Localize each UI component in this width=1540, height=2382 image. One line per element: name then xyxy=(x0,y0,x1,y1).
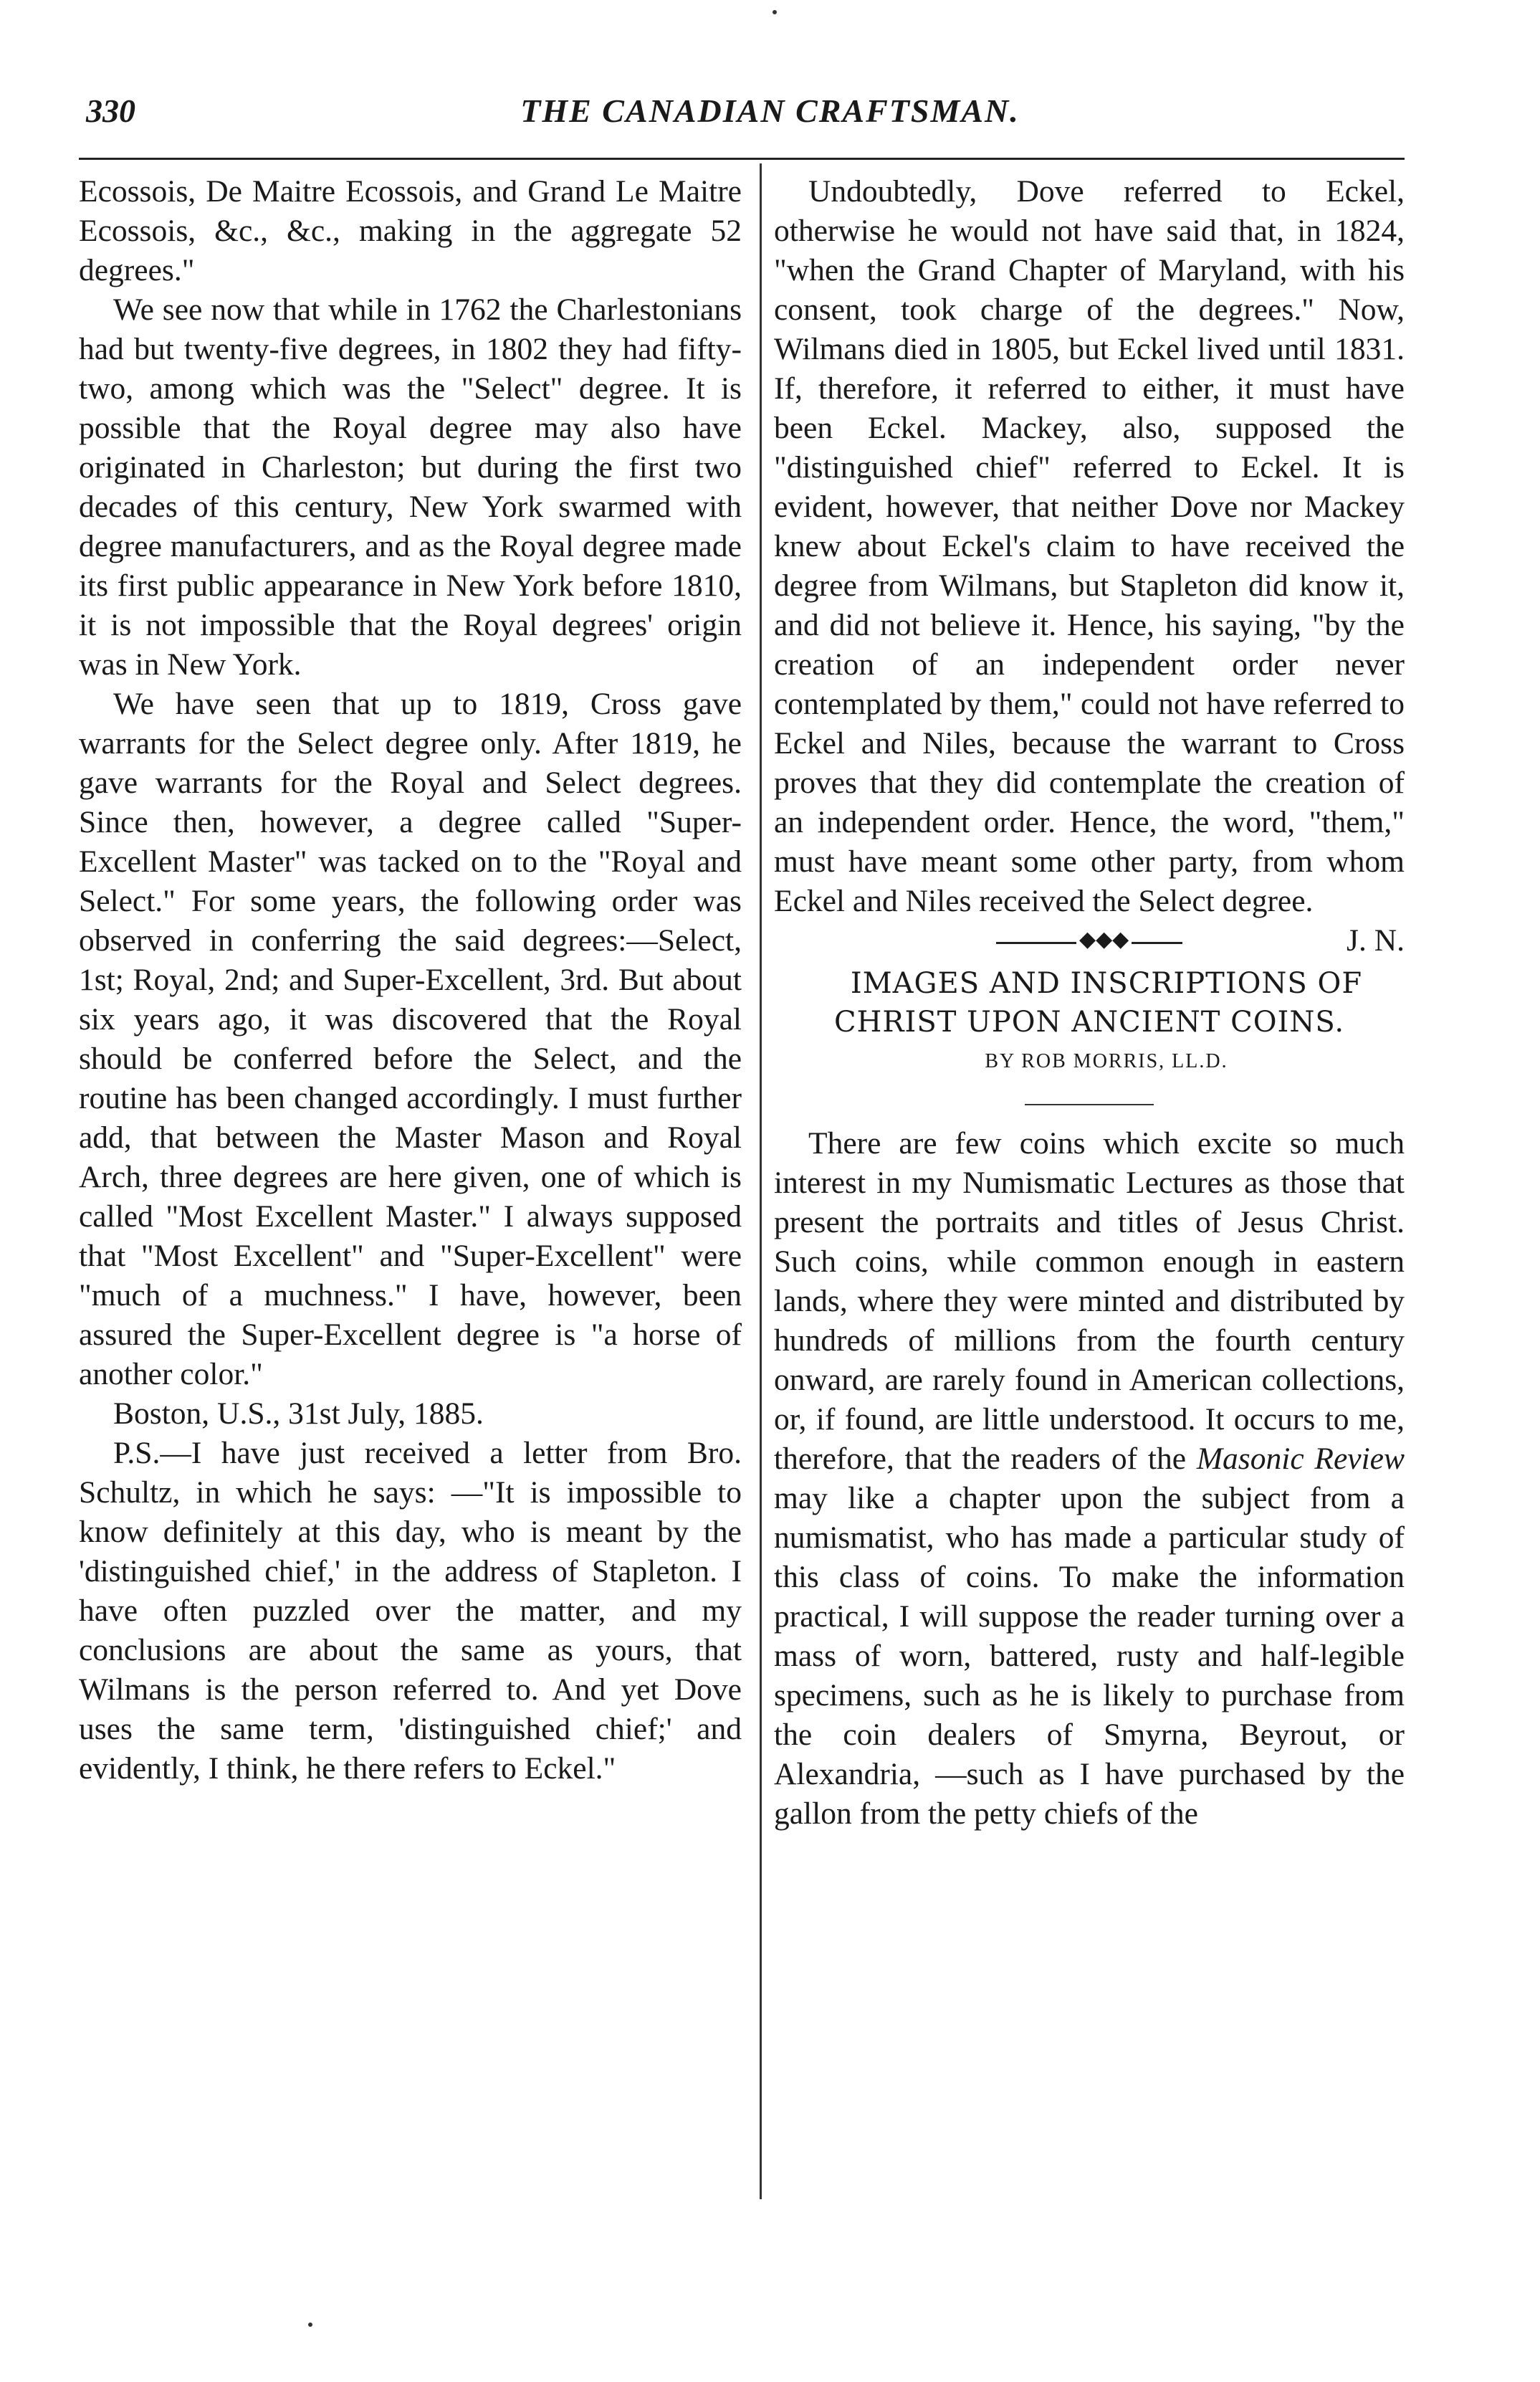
article-title-line: CHRIST UPON ANCIENT COINS. xyxy=(833,1006,1345,1039)
article-title xyxy=(774,964,1405,1042)
right-column xyxy=(774,172,1405,1834)
paragraph xyxy=(774,1124,1405,1834)
dateline: Boston, U.S., 31st July, 1885. xyxy=(113,1396,484,1431)
article-title-line: IMAGES AND INSCRIPTIONS OF xyxy=(850,967,1363,1000)
postscript: P.S.—I have just received a letter from Bro. Schultz, in which he says: —"It is impossible to know definitely at this day, who is meant by the 'distinguished chief,' in the address of Stapleton. I have often puzzled over the matter, and my conclusions are about the same as yours, that Wilmans is the person referred to. And yet Dove uses the same term, 'distinguished chief;' and evidently, I think, he there refers to Eckel." xyxy=(79,1436,742,1786)
byline: BY ROB MORRIS, LL.D. xyxy=(985,1050,1228,1072)
header-rule xyxy=(79,158,1405,160)
paragraph-text: may like a chapter upon the subject from a numismatist, who has made a particular study of this class of coins. To make the information practical, I will suppose the reader turning over a mass of worn, battered, rusty and half-legible specimens, such as he is likely to purchase from the coin dealers of Smyrna, Beyrout, or Alexandria, —such as I have purchased by the gallon from the petty chiefs of the xyxy=(774,1481,1405,1831)
section-separator xyxy=(996,928,1182,951)
paragraph: Ecossois, De Maitre Ecossois, and Grand Le Maitre Ecossois, &c., &c., making in the aggregate 52 degrees." xyxy=(79,174,742,287)
print-speck xyxy=(773,10,777,14)
ornament-icon: ◆◆◆ xyxy=(1076,925,1132,954)
column-divider xyxy=(760,163,762,2199)
paragraph xyxy=(774,172,1405,958)
running-title: THE CANADIAN CRAFTSMAN. xyxy=(520,92,1020,129)
print-speck xyxy=(308,2323,312,2327)
paragraph: We have seen that up to 1819, Cross gave warrants for the Select degree only. After 1819, he gave warrants for the Royal and Select degrees. Since then, however, a degree called "Super-Excellent Master" was tacked on to the "Royal and Select." For some years, the following order was observed in conferring the said degrees:—Select, 1st; Royal, 2nd; and Super-Excellent, 3rd. But about six years ago, it was discovered that the Royal should be conferred before the Select, and the routine has been changed accordingly. I must further add, that between the Master Mason and Royal Arch, three degrees are here given, one of which is called "Most Excellent Master." I always supposed that "Most Excellent" and "Super-Excellent" were "much of a muchness." I have, however, been assured the Super-Excellent degree is "a horse of another color." xyxy=(79,687,742,1391)
page-number: 330 xyxy=(86,92,135,129)
left-column xyxy=(79,172,742,1788)
paragraph-text: There are few coins which excite so much interest in my Numismatic Lectures as those that present the portraits and titles of Jesus Christ. Such coins, while common enough in eastern lands, where they were minted and distributed by hundreds of millions from the fourth century onward, are rarely found in American collections, or, if found, are little understood. It occurs to me, therefore, that the readers of the xyxy=(774,1126,1405,1476)
publication-title: Masonic Review xyxy=(1196,1442,1405,1476)
author-signature: J. N. xyxy=(1347,923,1405,958)
byline-rule xyxy=(1025,1104,1154,1105)
paragraph: We see now that while in 1762 the Charlestonians had but twenty-five degrees, in 1802 they had fifty-two, among which was the "Select" degree. It is possible that the Royal degree may also have originated in Charleston; but during the first two decades of this century, New York swarmed with degree manufacturers, and as the Royal degree made its first public appearance in New York before 1810, it is not impossible that the Royal degrees' origin was in New York. xyxy=(79,292,742,682)
paragraph-text: Undoubtedly, Dove referred to Eckel, otherwise he would not have said that, in 1824, "when the Grand Chapter of Maryland, with his consent, took charge of the degrees." Now, Wilmans died in 1805, but Eckel lived until 1831. If, therefore, it referred to either, it must have been Eckel. Mackey, also, supposed the "distinguished chief" referred to Eckel. It is evident, however, that neither Dove nor Mackey knew about Eckel's claim to have received the degree from Wilmans, but Stapleton did know it, and did not believe it. Hence, his saying, "by the creation of an independent order never contemplated by them," could not have referred to Eckel and Niles, because the warrant to Cross proves that they did contemplate the creation of an independent order. Hence, the word, "them," must have meant some other party, from whom Eckel and Niles received the Select degree. xyxy=(774,174,1405,918)
